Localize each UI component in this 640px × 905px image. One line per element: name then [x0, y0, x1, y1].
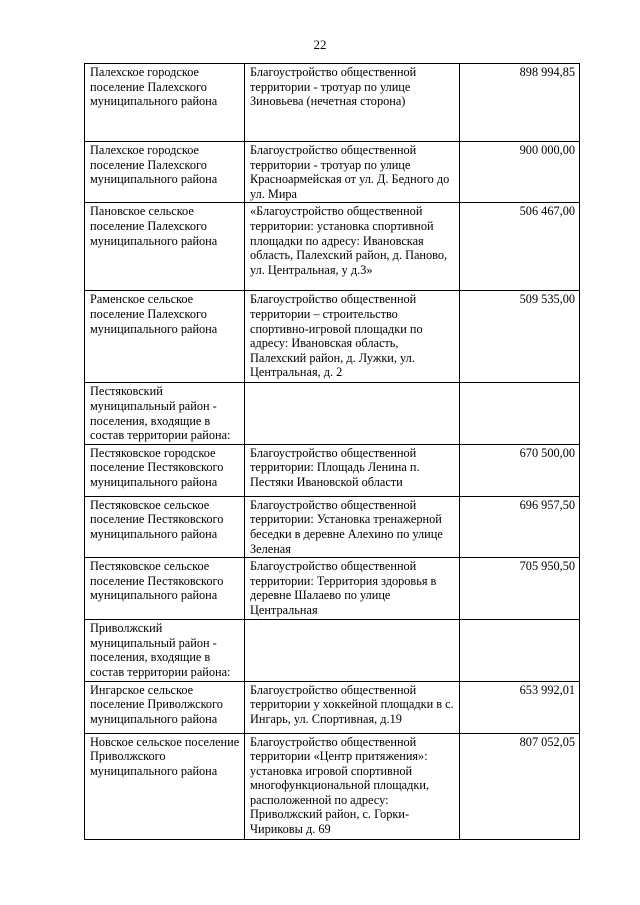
amount-cell: 653 992,01 — [460, 681, 580, 733]
recipient-cell: Палехское городское поселение Палехского муниципального района — [85, 142, 245, 203]
project-cell: «Благоустройство общественной территории: установка спортивной площадки по адресу: Ивановская область, Палехский район, д. Паново, ул. Центральная, у д.3» — [245, 203, 460, 291]
amount-cell: 898 994,85 — [460, 64, 580, 142]
recipient-cell: Пестяковский муниципальный район - поселения, входящие в состав территории района: — [85, 383, 245, 444]
recipient-cell: Новское сельское поселение Приволжского муниципального района — [85, 733, 245, 839]
table-row — [85, 64, 580, 142]
table-row — [85, 558, 580, 620]
recipient-cell: Пестяковское сельское поселение Пестяковского муниципального района — [85, 558, 245, 620]
amount-cell — [460, 383, 580, 444]
project-cell: Благоустройство общественной территории – строительство спортивно-игровой площадки по адресу: Ивановская область, Палехский район, д. Лужки, ул. Центральная, д. 2 — [245, 291, 460, 383]
table-row — [85, 203, 580, 291]
recipient-cell: Пановское сельское поселение Палехского муниципального района — [85, 203, 245, 291]
table-row — [85, 733, 580, 839]
amount-cell: 807 052,05 — [460, 733, 580, 839]
recipient-cell: Пестяковское сельское поселение Пестяковского муниципального района — [85, 496, 245, 557]
project-cell: Благоустройство общественной территории «Центр притяжения»: установка игровой спортивной многофункциональной площадки, расположенной по адресу: Приволжский район, с. Горки-Чириковы д. 69 — [245, 733, 460, 839]
amount-cell — [460, 620, 580, 681]
project-cell: Благоустройство общественной территории: Установка тренажерной беседки в деревне Алехино по улице Зеленая — [245, 496, 460, 557]
project-cell: Благоустройство общественной территории: Площадь Ленина п. Пестяки Ивановской области — [245, 444, 460, 496]
page-number: 22 — [313, 37, 327, 52]
project-cell: Благоустройство общественной территории у хоккейной площадки в с. Ингарь, ул. Спортивная, д.19 — [245, 681, 460, 733]
subsidy-table — [84, 63, 580, 840]
amount-cell: 696 957,50 — [460, 496, 580, 557]
amount-cell: 506 467,00 — [460, 203, 580, 291]
recipient-cell: Пестяковское городское поселение Пестяковского муниципального района — [85, 444, 245, 496]
table-row — [85, 383, 580, 444]
project-cell: Благоустройство общественной территории: Территория здоровья в деревне Шалаево по улице Центральная — [245, 558, 460, 620]
table-row — [85, 681, 580, 733]
recipient-cell: Раменское сельское поселение Палехского муниципального района — [85, 291, 245, 383]
table-row — [85, 291, 580, 383]
amount-cell: 509 535,00 — [460, 291, 580, 383]
amount-cell: 900 000,00 — [460, 142, 580, 203]
project-cell — [245, 383, 460, 444]
table-row — [85, 444, 580, 496]
amount-cell: 670 500,00 — [460, 444, 580, 496]
recipient-cell: Ингарское сельское поселение Приволжского муниципального района — [85, 681, 245, 733]
project-cell: Благоустройство общественной территории - тротуар по улице Зиновьева (нечетная сторона) — [245, 64, 460, 142]
table-row — [85, 142, 580, 203]
amount-cell: 705 950,50 — [460, 558, 580, 620]
project-cell — [245, 620, 460, 681]
project-cell: Благоустройство общественной территории - тротуар по улице Красноармейская от ул. Д. Бедного до ул. Мира — [245, 142, 460, 203]
recipient-cell: Приволжский муниципальный район - поселения, входящие в состав территории района: — [85, 620, 245, 681]
table-row — [85, 496, 580, 557]
table-row — [85, 620, 580, 681]
recipient-cell: Палехское городское поселение Палехского муниципального района — [85, 64, 245, 142]
